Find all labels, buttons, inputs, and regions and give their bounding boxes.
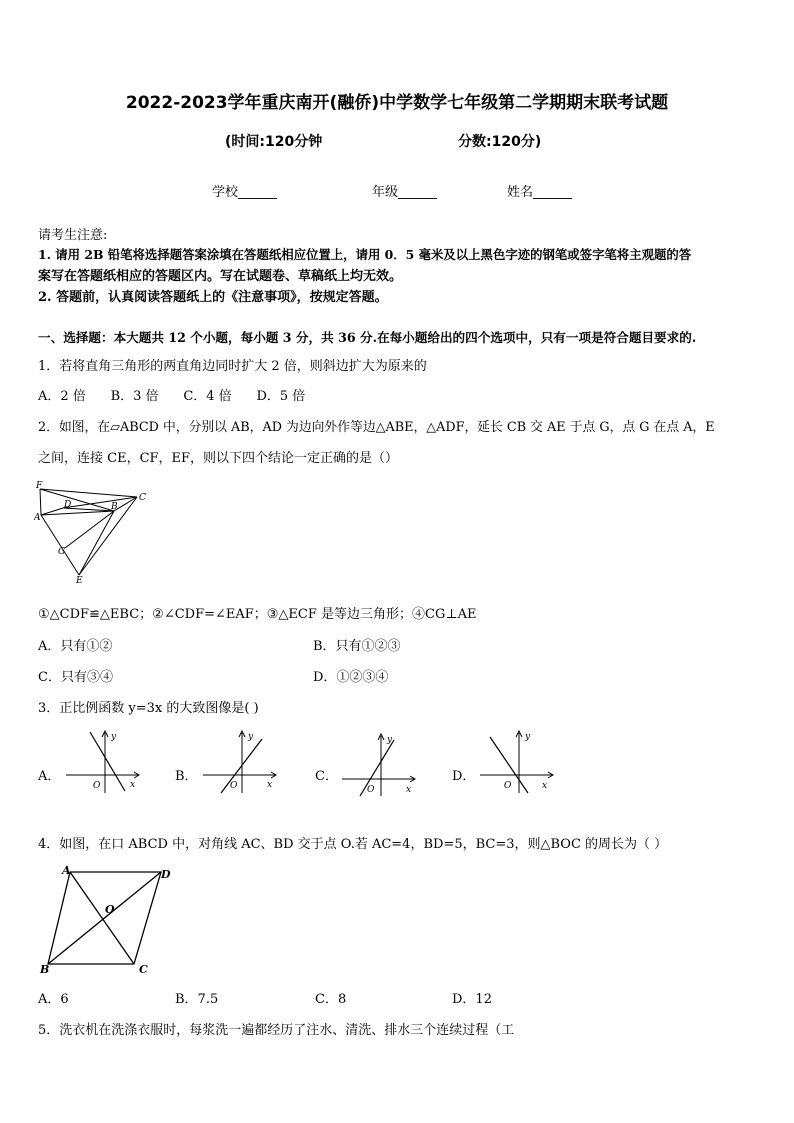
q3-option-b[interactable]: B． bbox=[175, 769, 198, 784]
q3b-axis-y: y bbox=[248, 732, 254, 742]
q4-figure bbox=[38, 862, 178, 980]
q3a-axis-y: y bbox=[111, 732, 117, 742]
q3-option-c[interactable]: C． bbox=[315, 769, 338, 784]
q3d-origin: O bbox=[504, 781, 512, 791]
exam-time: (时间:120分钟 bbox=[225, 134, 323, 150]
q2-label-f: F bbox=[36, 481, 43, 491]
exam-score: 分数:120分) bbox=[458, 134, 542, 150]
q3-graph-b bbox=[199, 727, 281, 795]
q2-stem: 2．如图，在▱ABCD 中，分别以 AB，AD 为边向外作等边△ABE，△ADF，延长 CB 交 AE 于点 G，点 G 在点 A，E bbox=[38, 420, 715, 435]
q3-stem: 3．正比例函数 y=3x 的大致图像是( ) bbox=[38, 701, 259, 716]
q4-label-c: C bbox=[139, 963, 148, 976]
q2-figure bbox=[34, 478, 154, 586]
q2-label-b: B bbox=[111, 502, 118, 512]
q4-stem: 4．如图，在口 ABCD 中，对角线 AC、BD 交于点 O.若 AC=4，BD=5，BC=3，则△BOC 的周长为（ ） bbox=[38, 837, 668, 852]
q3b-axis-x: x bbox=[267, 780, 273, 790]
page-title: 2022-2023学年重庆南开(融侨)中学数学七年级第二学期期末联考试题 bbox=[125, 93, 669, 113]
q3b-origin: O bbox=[230, 781, 238, 791]
q2-option-c[interactable]: C．只有③④ bbox=[38, 670, 113, 685]
q3-option-a[interactable]: A． bbox=[38, 769, 61, 784]
q3a-axis-x: x bbox=[130, 780, 136, 790]
q4-option-a[interactable]: A．6 bbox=[38, 992, 69, 1007]
q3-graph-c bbox=[338, 730, 420, 798]
notice-item-1-cont: 案写在答题纸相应的答题区内。写在试题卷、草稿纸上均无效。 bbox=[38, 269, 403, 284]
q2-label-d: D bbox=[64, 500, 72, 510]
q3-graph-d bbox=[476, 727, 558, 795]
notice-item-2: 2. 答题前，认真阅读答题纸上的《注意事项》，按规定答题。 bbox=[38, 290, 388, 305]
q4-option-d[interactable]: D．12 bbox=[452, 992, 492, 1007]
q3a-origin: O bbox=[93, 781, 101, 791]
section-heading: 一、选择题：本大题共 12 个小题，每小题 3 分，共 36 分.在每小题给出的四个选项中，只有一项是符合题目要求的. bbox=[38, 330, 697, 345]
q3c-axis-y: y bbox=[387, 735, 393, 745]
q3-graph-a bbox=[62, 727, 144, 795]
q3-option-d[interactable]: D． bbox=[452, 769, 476, 784]
q4-label-d: D bbox=[161, 868, 171, 881]
q2-label-a: A bbox=[34, 513, 41, 523]
q2-conclusions: ①△CDF≌△EBC；②∠CDF=∠EAF；③△ECF 是等边三角形；④CG⊥AE bbox=[38, 607, 477, 622]
q3d-axis-x: x bbox=[542, 781, 548, 791]
q4-option-c[interactable]: C．8 bbox=[315, 992, 347, 1007]
school-field: 学校______ bbox=[212, 185, 278, 200]
notice-item-1: 1. 请用 2B 铅笔将选择题答案涂填在答题纸相应位置上，请用 0．5 毫米及以上黑色字迹的钢笔或签字笔将主观题的答 bbox=[38, 247, 692, 262]
name-field: 姓名______ bbox=[507, 185, 573, 200]
q2-stem-cont: 之间，连接 CE，CF，EF，则以下四个结论一定正确的是（） bbox=[38, 451, 399, 466]
q5-stem: 5．洗衣机在洗涤衣服时，每浆洗一遍都经历了注水、清洗、排水三个连续过程（工 bbox=[38, 1023, 515, 1038]
q2-label-g: G bbox=[58, 547, 66, 557]
q3d-axis-y: y bbox=[525, 732, 531, 742]
q4-label-b: B bbox=[40, 963, 50, 976]
q4-option-b[interactable]: B．7.5 bbox=[175, 992, 219, 1007]
q2-label-c: C bbox=[139, 493, 146, 503]
q1-options: A．2 倍 B．3 倍 C．4 倍 D．5 倍 bbox=[38, 389, 306, 404]
q2-option-b[interactable]: B．只有①②③ bbox=[313, 639, 401, 654]
q4-label-a: A bbox=[62, 864, 71, 877]
grade-field: 年级______ bbox=[372, 185, 438, 200]
notice-heading: 请考生注意: bbox=[38, 228, 108, 243]
q4-label-o: O bbox=[105, 903, 115, 916]
q1-stem: 1．若将直角三角形的两直角边同时扩大 2 倍，则斜边扩大为原来的 bbox=[38, 359, 427, 374]
q2-option-a[interactable]: A．只有①② bbox=[38, 639, 113, 654]
q3c-origin: O bbox=[367, 785, 375, 795]
q3c-axis-x: x bbox=[406, 785, 412, 795]
q2-option-d[interactable]: D．①②③④ bbox=[313, 670, 389, 685]
q2-label-e: E bbox=[76, 576, 83, 586]
